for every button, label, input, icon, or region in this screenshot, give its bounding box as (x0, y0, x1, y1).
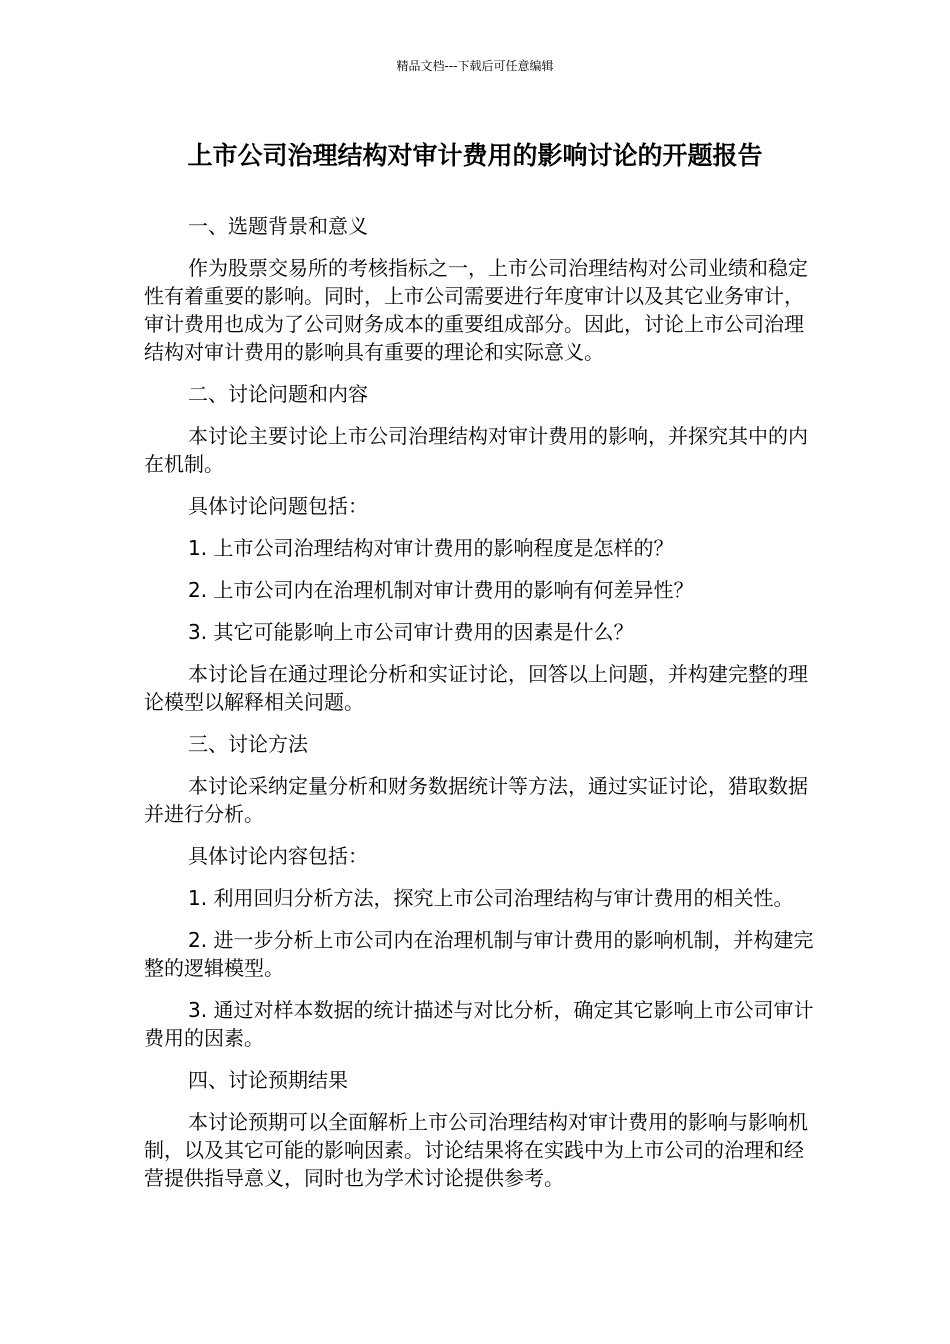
document-body (144, 212, 814, 1206)
section-heading-methods: 三、讨论方法 (188, 732, 308, 756)
section-heading-expected-results: 四、讨论预期结果 (188, 1068, 348, 1092)
section-heading-background: 一、选题背景和意义 (188, 214, 368, 238)
paragraph-questions-aim: 本讨论旨在通过理论分析和实证讨论，回答以上问题，并构建完整的理论模型以解释相关问题。 (144, 662, 808, 714)
paragraph-methods-list-label: 具体讨论内容包括： (188, 844, 368, 868)
paragraph-questions-intro: 本讨论主要讨论上市公司治理结构对审计费用的影响，并探究其中的内在机制。 (144, 424, 808, 476)
list-item-method-1: 1. 利用回归分析方法，探究上市公司治理结构与审计费用的相关性。 (188, 886, 794, 910)
paragraph-methods: 本讨论采纳定量分析和财务数据统计等方法，通过实证讨论，猎取数据并进行分析。 (144, 774, 808, 826)
list-item-question-3: 3. 其它可能影响上市公司审计费用的因素是什么？ (188, 620, 634, 644)
list-item-method-2: 2. 进一步分析上市公司内在治理机制与审计费用的影响机制，并构建完整的逻辑模型。 (144, 928, 814, 980)
document-title: 上市公司治理结构对审计费用的影响讨论的开题报告 (187, 141, 763, 170)
paragraph-background: 作为股票交易所的考核指标之一，上市公司治理结构对公司业绩和稳定性有着重要的影响。同时，上市公司需要进行年度审计以及其它业务审计，审计费用也成为了公司财务成本的重要组成部分。因此，讨论上市公司治理结构对审计费用的影响具有重要的理论和实际意义。 (144, 256, 808, 364)
list-item-question-2: 2. 上市公司内在治理机制对审计费用的影响有何差异性？ (188, 578, 694, 602)
header-note: 精品文档---下载后可任意编辑 (396, 59, 554, 73)
paragraph-questions-list-label: 具体讨论问题包括： (188, 494, 368, 518)
list-item-question-1: 1. 上市公司治理结构对审计费用的影响程度是怎样的？ (188, 536, 674, 560)
list-item-method-3: 3. 通过对样本数据的统计描述与对比分析，确定其它影响上市公司审计费用的因素。 (144, 998, 814, 1050)
section-heading-questions: 二、讨论问题和内容 (188, 382, 368, 406)
paragraph-expected-results: 本讨论预期可以全面解析上市公司治理结构对审计费用的影响与影响机制，以及其它可能的影响因素。讨论结果将在实践中为上市公司的治理和经营提供指导意义，同时也为学术讨论提供参考。 (144, 1110, 808, 1190)
